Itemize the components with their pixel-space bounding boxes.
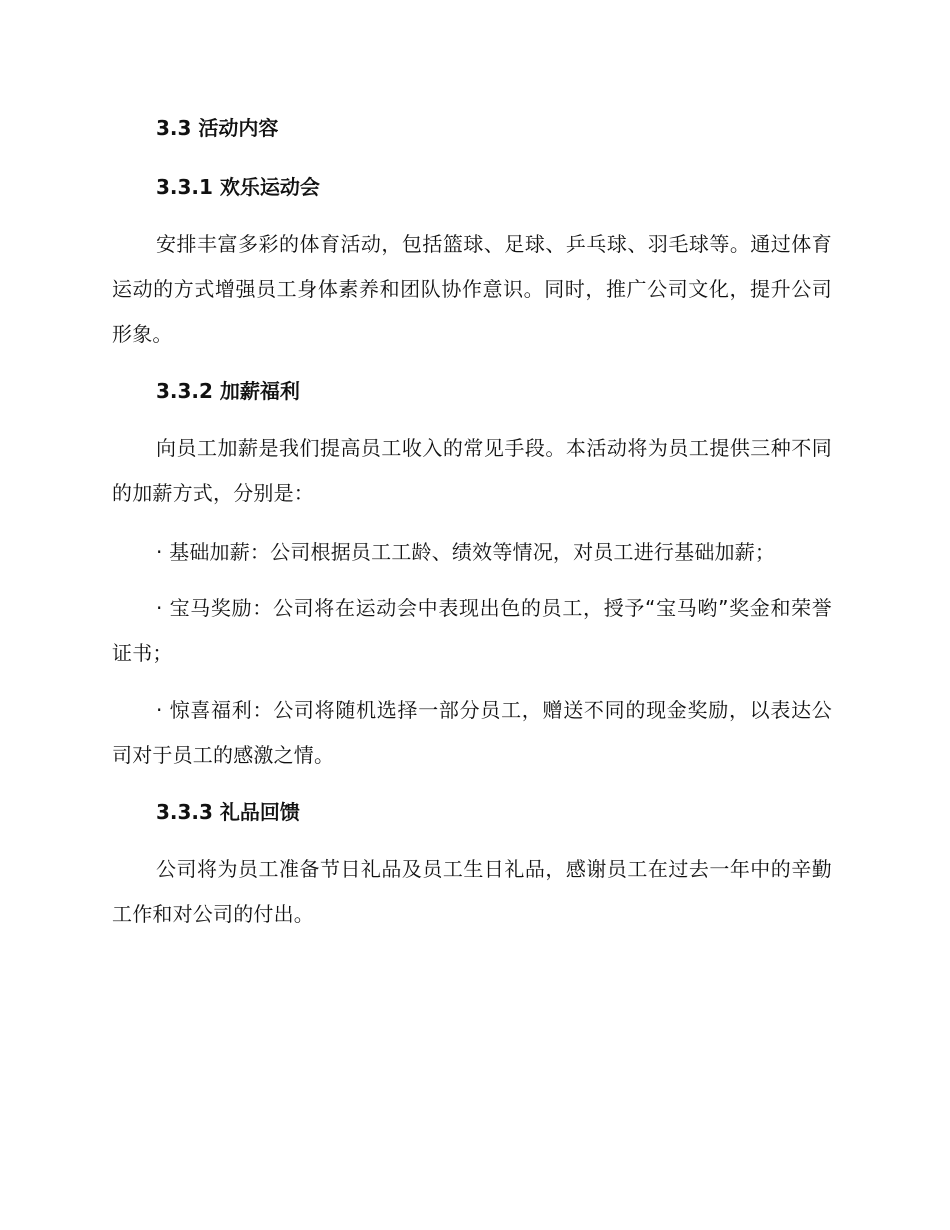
bullet-basic-raise: · 基础加薪：公司根据员工工龄、绩效等情况，对员工进行基础加薪； [156, 540, 776, 564]
bullet-surprise-benefit: · 惊喜福利：公司将随机选择一部分员工，赠送不同的现金奖励，以表达公司对于员工的感激之情。 [112, 698, 832, 767]
section-heading-3-3-3: 3.3.3 礼品回馈 [156, 800, 300, 824]
paragraph-sports: 安排丰富多彩的体育活动，包括篮球、足球、乒乓球、羽毛球等。通过体育运动的方式增强员工身体素养和团队协作意识。同时，推广公司文化，提升公司形象。 [112, 232, 832, 346]
bullet-bmw-reward: · 宝马奖励：公司将在运动会中表现出色的员工，授予“宝马哟”奖金和荣誉证书； [112, 596, 832, 665]
section-heading-3-3: 3.3 活动内容 [156, 116, 279, 140]
section-heading-3-3-1: 3.3.1 欢乐运动会 [156, 175, 320, 199]
section-heading-3-3-2: 3.3.2 加薪福利 [156, 379, 300, 403]
paragraph-gifts: 公司将为员工准备节日礼品及员工生日礼品，感谢员工在过去一年中的辛勤工作和对公司的付出。 [112, 857, 832, 926]
paragraph-raise-intro: 向员工加薪是我们提高员工收入的常见手段。本活动将为员工提供三种不同的加薪方式，分别是： [112, 436, 832, 505]
